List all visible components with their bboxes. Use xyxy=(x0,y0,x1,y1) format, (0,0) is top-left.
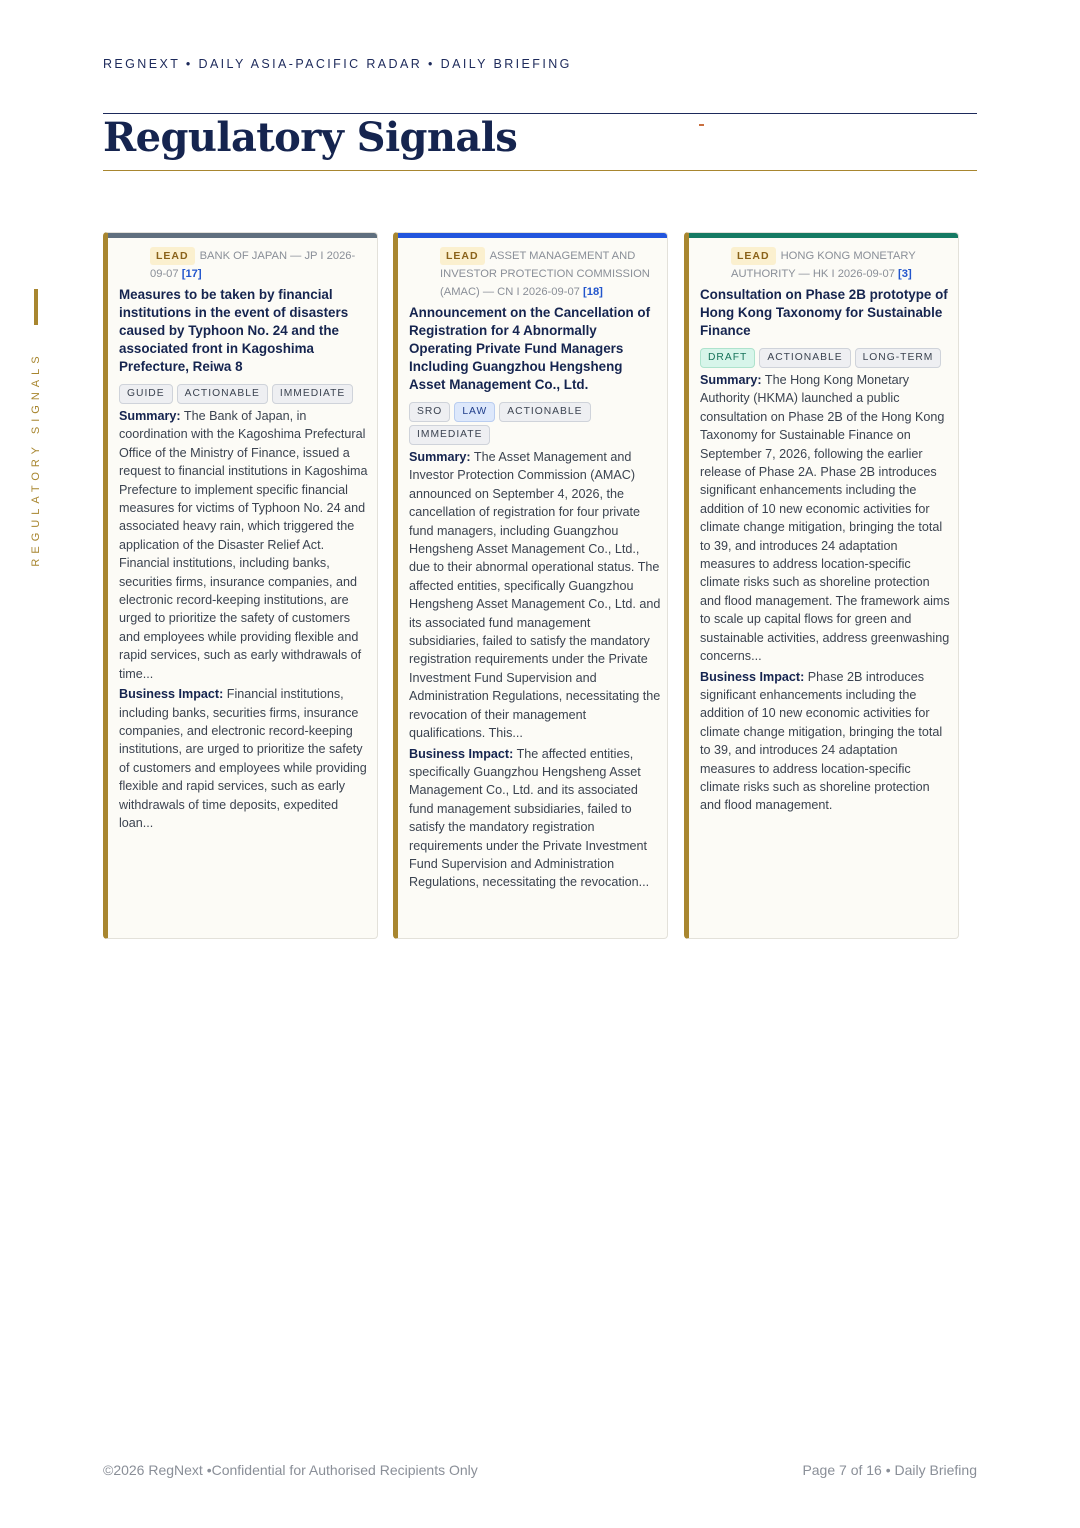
reference-link[interactable]: [3] xyxy=(898,268,912,280)
reference-link[interactable]: [18] xyxy=(583,286,603,298)
footer-copyright: ©2026 RegNext •Confidential for Authorised Recipients Only xyxy=(103,1462,478,1478)
summary-text: The Hong Kong Monetary Authority (HKMA) launched a public consultation on Phase 2B of the Hong Kong Taxonomy for Sustainable Finance on September 7, 2026, following the earlier release of Phase 2A. Phase 2B introduces significant enhancements including the addition of 10 new economic activities for climate change mitigation, bringing the total to 39, and introduces 24 adaptation measures to address location-specific climate risks such as shoreline protection and flood management. The framework aims to scale up capital flows for green and sustainable activities, address greenwashing concerns... xyxy=(700,373,950,664)
lead-badge: LEAD xyxy=(150,247,195,265)
tag-actionable: ACTIONABLE xyxy=(759,348,850,368)
tag-guide: GUIDE xyxy=(119,384,173,404)
card-meta xyxy=(119,247,371,283)
lead-badge: LEAD xyxy=(731,247,776,265)
page-title: Regulatory Signals xyxy=(103,114,518,161)
reference-link[interactable]: [17] xyxy=(181,268,202,280)
card-meta xyxy=(409,247,661,301)
summary-label: Summary: xyxy=(409,450,471,464)
tag-actionable: ACTIONABLE xyxy=(499,402,590,422)
section-title-block xyxy=(103,113,977,171)
card-summary xyxy=(409,448,661,743)
card-source: BANK OF JAPAN — JP I 2026-09-07 xyxy=(150,250,356,280)
impact-label: Business Impact: xyxy=(409,746,514,761)
lead-badge: LEAD xyxy=(440,247,485,265)
card-source: HONG KONG MONETARY AUTHORITY — HK I 2026-09-07 xyxy=(731,250,916,280)
card-title[interactable]: Measures to be taken by financial institutions in the event of disasters caused by Typhoon No. 24 and the associated front in Kagoshima Prefecture, Reiwa 8 xyxy=(119,287,349,374)
tag-immediate: IMMEDIATE xyxy=(272,384,353,404)
card-summary xyxy=(700,371,952,666)
signal-card-amac[interactable] xyxy=(393,232,668,939)
impact-label: Business Impact: xyxy=(700,669,805,684)
card-business-impact xyxy=(700,668,952,815)
tag-immediate: IMMEDIATE xyxy=(409,425,490,445)
tag-list xyxy=(119,381,371,404)
card-business-impact xyxy=(409,745,661,892)
impact-text: Financial institutions, including banks, securities firms, insurance companies, and electronic record-keeping institutions, are urged to prioritize the safety of customers and employees while providing flexible and rapid services, such as early withdrawals of time deposits, expedited loan... xyxy=(119,687,367,830)
report-header-line: REGNEXT • DAILY ASIA-PACIFIC RADAR • DAILY BRIEFING xyxy=(103,57,572,71)
side-accent-bar xyxy=(34,289,38,325)
title-accent-mark xyxy=(699,124,704,126)
card-top-bar xyxy=(108,233,377,238)
card-top-bar xyxy=(689,233,958,238)
tag-long-term: LONG-TERM xyxy=(855,348,942,368)
impact-label: Business Impact: xyxy=(119,687,224,702)
signal-card-boj[interactable] xyxy=(103,232,378,939)
card-business-impact xyxy=(119,685,371,832)
signal-card-hkma[interactable] xyxy=(684,232,959,939)
tag-sro: SRO xyxy=(409,402,450,422)
card-title[interactable]: Consultation on Phase 2B prototype of Hong Kong Taxonomy for Sustainable Finance xyxy=(700,287,948,338)
card-meta xyxy=(700,247,952,283)
card-top-bar xyxy=(398,233,667,238)
impact-text: The affected entities, specifically Guangzhou Hengsheng Asset Management Co., Ltd. and its associated fund management subsidiaries, failed to satisfy the mandatory registration requirements under the Private Investment Fund Supervision and Administration Regulations, necessitating the revocation... xyxy=(409,746,650,890)
impact-text: Phase 2B introduces significant enhancements including the addition of 10 new economic activities for climate change mitigation, bringing the total to 39, and introduces 24 adaptation measures to address location-specific climate risks such as shoreline protection and flood management. xyxy=(700,669,943,813)
tag-law: LAW xyxy=(454,402,495,422)
footer-page-info: Page 7 of 16 • Daily Briefing xyxy=(802,1462,977,1478)
card-source: ASSET MANAGEMENT AND INVESTOR PROTECTION COMMISSION (AMAC) — CN I 2026-09-07 xyxy=(440,250,650,298)
card-summary xyxy=(119,407,371,683)
card-title[interactable]: Announcement on the Cancellation of Registration for 4 Abnormally Operating Private Fund Managers Including Guangzhou Hengsheng Asset Management Co., Ltd. xyxy=(409,305,651,392)
summary-label: Summary: xyxy=(700,373,762,387)
tag-list xyxy=(409,399,661,445)
side-section-label: REGULATORY SIGNALS xyxy=(30,351,42,567)
summary-text: The Asset Management and Investor Protection Commission (AMAC) announced on September 4, 2026, the cancellation of registration for four private fund managers, including Guangzhou Hengsheng Asset Management Co., Ltd., due to their abnormal operational status. The affected entities, specifically Guangzhou Hengsheng Asset Management Co., Ltd. and its associated fund management subsidiaries, failed to satisfy the mandatory registration requirements under the Private Investment Fund Supervision and Administration Regulations, necessitating the revocation of their management qualifications. This... xyxy=(409,450,661,741)
tag-draft: DRAFT xyxy=(700,348,755,368)
summary-label: Summary: xyxy=(119,409,181,423)
summary-text: The Bank of Japan, in coordination with the Kagoshima Prefectural Office of the Ministry of Finance, issued a request to financial institutions in Kagoshima Prefecture to implement specific financial measures for victims of Typhoon No. 24 and associated heavy rain, which triggered the application of the Disaster Relief Act. Financial institutions, including banks, securities firms, insurance companies, and electronic record-keeping institutions, are urged to prioritize the safety of customers and employees while providing flexible and rapid services, such as early withdrawals of time... xyxy=(119,409,368,681)
tag-list xyxy=(700,345,952,368)
tag-actionable: ACTIONABLE xyxy=(177,384,268,404)
